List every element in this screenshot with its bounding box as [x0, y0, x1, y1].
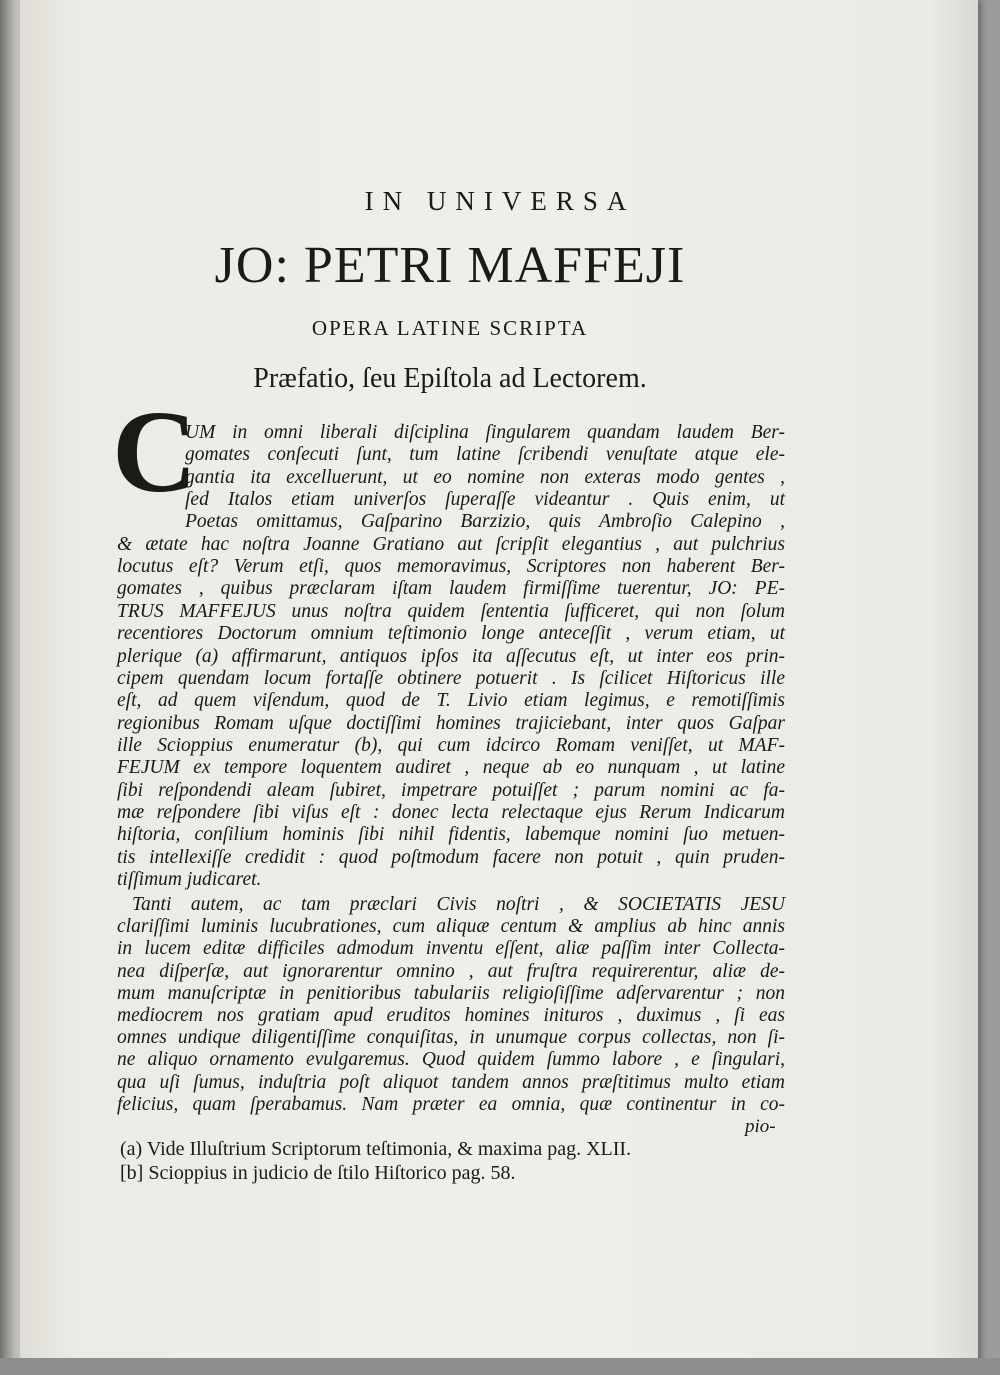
text-line: mæ reſpondere ſibi viſus eſt : donec lecta relectaque ejus Rerum Indicarum	[117, 801, 785, 823]
table-surface	[0, 1358, 1000, 1375]
text-line: TRUS MAFFEJUS unus noſtra quidem ſententia ſufficeret, qui non ſolum	[117, 600, 785, 622]
text-line: gomates conſecuti ſunt, tum latine ſcribendi venuſtate atque ele-	[185, 444, 785, 466]
text-line: recentiores Doctorum omnium teſtimonio longe anteceſſit , verum etiam, ut	[117, 623, 785, 645]
header-line: IN UNIVERSA	[364, 186, 636, 216]
footnote-b: [b] Scioppius in judicio de ſtilo Hiſtorico pag. 58.	[120, 1162, 516, 1184]
text-line: plerique (a) affirmarunt, antiquos ipſos ita aſſecutus eſt, ut inter eos prin-	[117, 645, 785, 667]
text-line: ſibi reſpondendi aleam ſubiret, impetrare potuiſſet ; parum nomini ac fa-	[117, 779, 785, 801]
page-title: JO: PETRI MAFFEJI	[214, 237, 686, 294]
text-line: hiſtoria, conſilium hominis ſibi nihil fidentis, labemque nomini ſuo metuen-	[117, 824, 785, 846]
text-line: tiſſimum judicaret.	[117, 869, 262, 890]
text-line: & ætate hac noſtra Joanne Gratiano aut ſcripſit elegantius , aut pulchrius	[117, 533, 785, 555]
text-line: Tanti autem, ac tam præclari Civis noſtri , & SOCIETATIS JESU	[132, 894, 785, 915]
text-line: ſed Italos etiam univerſos ſuperaſſe videantur . Quis enim, ut	[185, 489, 785, 511]
text-line: eſt, ad quem viſendum, quod de T. Livio etiam legimus, e remotiſſimis	[117, 690, 785, 712]
text-line: ne aliquo ornamento evulgaremus. Quod quidem ſummo labore , e ſingulari,	[117, 1049, 785, 1071]
text-line: gantia ita excelluerunt, ut eo nomine non exteras modo gentes ,	[185, 466, 785, 488]
text-line: Poetas omittamus, Gaſparino Barzizio, quis Ambroſio Calepino ,	[185, 511, 785, 533]
footnote-a: (a) Vide Illuſtrium Scriptorum teſtimonia, & maxima pag. XLII.	[120, 1138, 632, 1160]
text-line: UM in omni liberali diſciplina ſingularem quandam laudem Ber-	[185, 422, 785, 443]
text-line: mediocrem nos gratiam apud eruditos homines inituros , duximus , ſi eas	[117, 1005, 785, 1026]
text-line: mum manuſcriptæ in penitioribus tabulariis religioſiſſime adſervarentur ; non	[117, 982, 785, 1004]
text-line: cipem quendam locum fortaſſe obtinere potuerit . Is ſcilicet Hiſtoricus ille	[117, 667, 785, 689]
text-line: omnes undique diligentiſſime conquiſitas, in unumque corpus collectas, non ſi-	[117, 1027, 785, 1049]
text-line: tis intellexiſſe credidit : quod poſtmodum facere non potuit , quin pruden-	[117, 846, 785, 868]
text-line: qua uſi ſumus, induſtria poſt aliquot tandem annos præſtitimus multo etiam	[117, 1071, 785, 1093]
text-line: felicius, quam ſperabamus. Nam præter ea omnia, quæ continentur in co-	[117, 1093, 785, 1115]
text-line: gomates , quibus præclaram iſtam laudem firmiſſime tuerentur, JO: PE-	[117, 578, 785, 600]
catchword: pio-	[745, 1116, 776, 1137]
subtitle: OPERA LATINE SCRIPTA	[311, 316, 589, 340]
text-line: in lucem editæ difficiles admodum inventu eſſent, aliæ paſſim inter Collecta-	[117, 938, 785, 960]
text-line: FEJUM ex tempore loquentem audiret , neque ab eo nunquam , ut latine	[117, 757, 785, 779]
drop-cap: C	[112, 386, 198, 517]
text-line: locutus eſt? Verum etſi, quos memoravimus, Scriptores non haberent Ber-	[117, 556, 785, 578]
text-line: clariſſimi luminis lucubrationes, cum aliquæ centum & amplius ab hinc annis	[117, 916, 785, 938]
text-line: nea diſperſæ, aut ignorarentur omnino , aut fruſtra requirerentur, aliæ de-	[117, 960, 785, 982]
section-heading: Præfatio, ſeu Epiſtola ad Lectorem.	[253, 363, 647, 394]
text-line: regionibus Romam uſque doctiſſimi homines trajiciebant, inter quos Gaſpar	[117, 712, 785, 734]
text-line: ille Scioppius enumeratur (b), qui cum idcirco Romam veniſſet, ut MAF-	[117, 734, 785, 756]
